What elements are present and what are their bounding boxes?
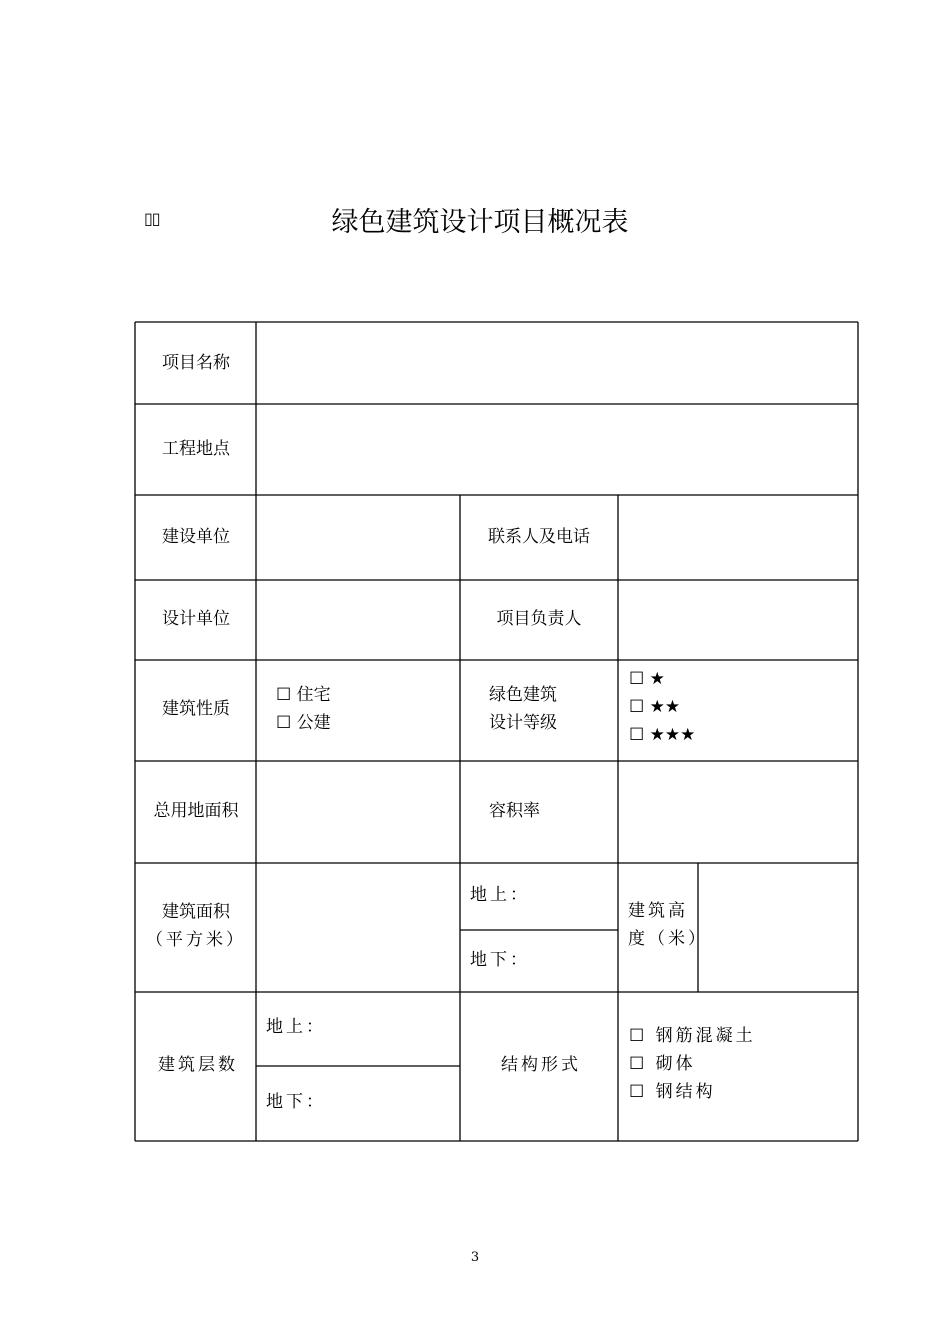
page-title: 绿色建筑设计项目概况表 xyxy=(331,207,629,238)
designer-label: 设计单位 xyxy=(162,609,230,629)
project-lead-label: 项目负责人 xyxy=(496,609,582,629)
floor-area-ratio-label: 容积率 xyxy=(489,801,540,821)
land-area-label: 总用地面积 xyxy=(153,801,239,821)
grade-one-star-checkbox[interactable]: ☐ ★ xyxy=(629,669,665,689)
building-height-label: 建筑高 度（米） xyxy=(628,901,708,949)
floor-area-label: 建筑面积 （平方米） xyxy=(146,902,246,950)
grade-label: 绿色建筑 设计等级 xyxy=(489,685,557,733)
page-marker: ▯▯ xyxy=(144,209,160,228)
nature-options xyxy=(276,681,331,737)
builder-label: 建设单位 xyxy=(162,527,230,547)
contact-label: 联系人及电话 xyxy=(488,527,590,547)
public-building-checkbox[interactable]: ☐ 公建 xyxy=(276,713,331,733)
grade-options xyxy=(629,665,695,749)
structure-options xyxy=(629,1022,756,1106)
page-number: 3 xyxy=(470,1250,480,1265)
residential-checkbox[interactable]: ☐ 住宅 xyxy=(276,685,331,705)
structure-type-label: 结构形式 xyxy=(501,1055,581,1075)
floor-area-above-label[interactable]: 地上： xyxy=(470,885,530,905)
grade-three-star-checkbox[interactable]: ☐ ★★★ xyxy=(629,725,696,745)
masonry-checkbox[interactable]: ☐ 砌体 xyxy=(629,1054,696,1074)
nature-label: 建筑性质 xyxy=(162,699,230,719)
reinforced-concrete-checkbox[interactable]: ☐ 钢筋混凝土 xyxy=(629,1026,756,1046)
floors-label: 建筑层数 xyxy=(158,1055,238,1075)
steel-structure-checkbox[interactable]: ☐ 钢结构 xyxy=(629,1082,716,1102)
floors-above-label[interactable]: 地上： xyxy=(266,1017,326,1037)
floors-below-label[interactable]: 地下： xyxy=(266,1092,326,1112)
floor-area-below-label[interactable]: 地下： xyxy=(470,950,530,970)
project-name-label: 项目名称 xyxy=(162,353,230,373)
grade-two-star-checkbox[interactable]: ☐ ★★ xyxy=(629,697,681,717)
location-label: 工程地点 xyxy=(162,439,230,459)
